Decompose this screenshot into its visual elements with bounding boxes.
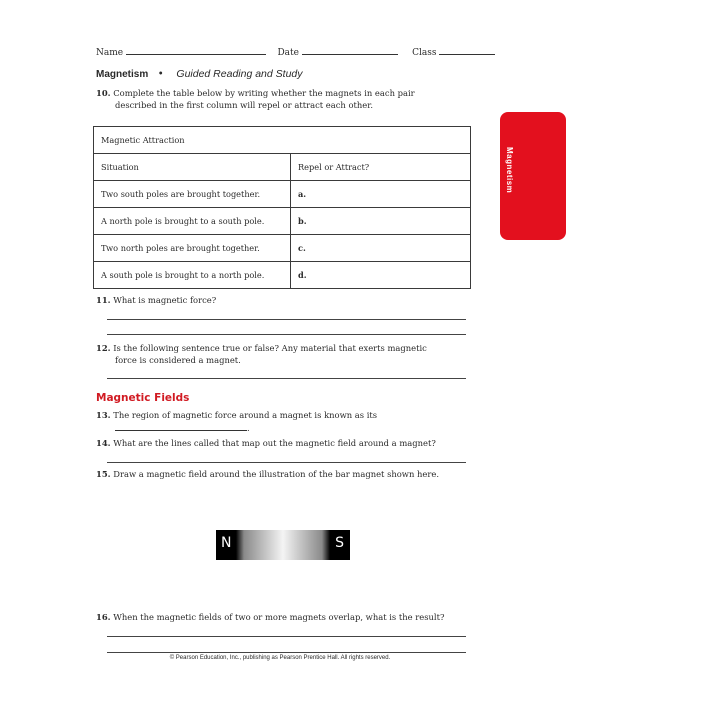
answer-line[interactable] [107, 652, 466, 653]
date-field[interactable] [302, 45, 398, 55]
question-13 [96, 409, 377, 434]
fill-in-blank[interactable] [115, 421, 247, 431]
question-text: When the magnetic fields of two or more magnets overlap, what is the result? [113, 612, 445, 622]
answer-line[interactable] [107, 462, 466, 463]
title-bullet: • [157, 69, 164, 80]
answer-line[interactable] [107, 378, 466, 379]
question-15 [96, 468, 439, 480]
question-number: 15. [96, 469, 111, 479]
north-pole-label: N [221, 535, 232, 551]
student-info-row [96, 45, 495, 58]
answer-cell[interactable]: c. [291, 235, 471, 262]
question-text: Complete the table below by writing whether the magnets in each pair [113, 88, 415, 98]
question-text: What is magnetic force? [113, 295, 217, 305]
situation-cell: A south pole is brought to a north pole. [94, 262, 291, 289]
table-title: Magnetic Attraction [94, 127, 471, 154]
situation-cell: Two south poles are brought together. [94, 181, 291, 208]
question-11 [96, 294, 216, 306]
question-text: What are the lines called that map out the magnetic field around a magnet? [113, 438, 436, 448]
question-number: 16. [96, 612, 111, 622]
question-text: Draw a magnetic field around the illustration of the bar magnet shown here. [113, 469, 439, 479]
situation-cell: Two north poles are brought together. [94, 235, 291, 262]
question-14 [96, 437, 436, 449]
copyright-footer: © Pearson Education, Inc., publishing as Pearson Prentice Hall. All rights reserved. [169, 655, 391, 661]
answer-cell[interactable]: a. [291, 181, 471, 208]
table-row [94, 262, 471, 289]
table-row [94, 181, 471, 208]
question-text-cont: described in the first column will repel or attract each other. [115, 100, 373, 110]
magnetic-attraction-table [93, 126, 471, 289]
question-16 [96, 611, 444, 623]
section-heading: Magnetic Fields [96, 392, 190, 404]
question-text: The region of magnetic force around a magnet is known as its [113, 410, 378, 420]
name-label: Name [96, 48, 124, 58]
class-field[interactable] [439, 45, 495, 55]
worksheet-title [96, 68, 303, 80]
date-label: Date [277, 48, 299, 58]
south-pole-label: S [335, 535, 344, 551]
name-field[interactable] [126, 45, 266, 55]
side-tab-label: Magnetism [505, 147, 514, 194]
situation-cell: A north pole is brought to a south pole. [94, 208, 291, 235]
class-label: Class [412, 48, 437, 58]
chapter-side-tab [500, 112, 566, 240]
subtitle: Guided Reading and Study [176, 68, 303, 80]
table-header-situation: Situation [94, 154, 291, 181]
question-number: 12. [96, 343, 111, 353]
answer-line[interactable] [107, 636, 466, 637]
answer-line[interactable] [107, 319, 466, 320]
question-12 [96, 342, 427, 366]
topic-title: Magnetism [96, 69, 149, 80]
question-text: Is the following sentence true or false? Any material that exerts magnetic [113, 343, 427, 353]
table-row [94, 235, 471, 262]
question-text-cont: force is considered a magnet. [115, 355, 241, 365]
question-number: 11. [96, 295, 111, 305]
table-row [94, 208, 471, 235]
bar-magnet-illustration [216, 530, 350, 560]
question-number: 10. [96, 88, 111, 98]
table-header-repel-attract: Repel or Attract? [291, 154, 471, 181]
question-10 [96, 87, 415, 111]
answer-line[interactable] [107, 334, 466, 335]
answer-cell[interactable]: b. [291, 208, 471, 235]
question-number: 13. [96, 410, 111, 420]
answer-cell[interactable]: d. [291, 262, 471, 289]
question-number: 14. [96, 438, 111, 448]
question-end: . [247, 423, 250, 433]
